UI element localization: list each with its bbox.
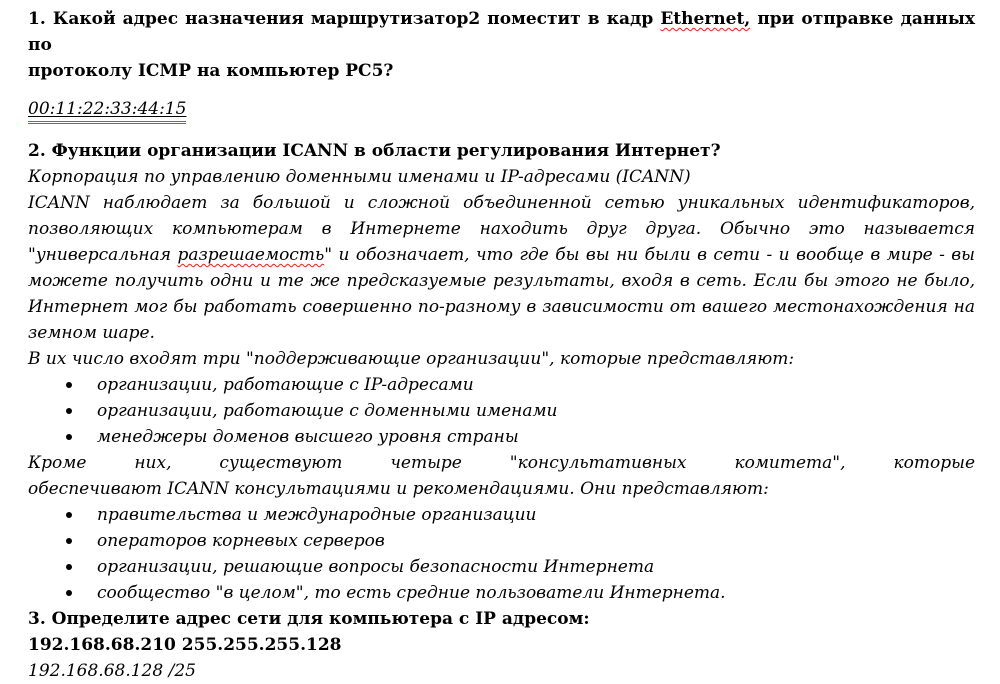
list-item <box>28 554 975 580</box>
icann-description-before: ICANN наблюдает за большой и сложной объединенной сетью уникальных идентификаторов, позволяющих компьютерам в Интернете находить друг друга. Обычно это называется "универсальная <box>28 193 975 265</box>
question-1-heading-line2: протоколу ICMP на компьютер PC5? <box>28 61 394 81</box>
question-2-section <box>28 138 975 606</box>
bullet-icon <box>66 382 72 388</box>
list-item-text: организации, решающие вопросы безопасности Интернета <box>97 557 655 577</box>
ip-and-mask-value: 192.168.68.210 255.255.255.128 <box>28 635 342 655</box>
list-item-text: сообщество "в целом", то есть средние пользователи Интернета. <box>97 583 726 603</box>
advisory-committees-intro-line2: обеспечивают ICANN консультациями и рекомендациями. Они представляют: <box>28 479 769 499</box>
list-item-text: менеджеры доменов высшего уровня страны <box>97 427 519 447</box>
question-1-section <box>28 6 975 124</box>
question-1-text-before: 1. Какой адрес назначения маршрутизатор2 поместит в кадр <box>28 9 661 29</box>
bullet-icon <box>66 512 72 518</box>
bullet-icon <box>66 434 72 440</box>
question-3-heading: 3. Определите адрес сети для компьютера с IP адресом: <box>28 609 590 629</box>
supporting-orgs-intro: В их число входят три "поддерживающие организации", которые представляют: <box>28 349 795 369</box>
advisory-committees-intro-line1: Кроме них, существуют четыре "консультативных комитета", которые <box>28 453 975 473</box>
list-item-text: организации, работающие с IP-адресами <box>97 375 474 395</box>
advisory-committees-list <box>28 502 975 606</box>
list-item <box>28 372 975 398</box>
network-address-answer: 192.168.68.128 /25 <box>28 661 196 681</box>
bullet-icon <box>66 538 72 544</box>
bullet-icon <box>66 590 72 596</box>
question-1-answer-line <box>28 96 975 124</box>
question-2-heading: 2. Функции организации ICANN в области регулирования Интернет? <box>28 141 721 161</box>
question-1-heading-line1 <box>28 6 975 58</box>
list-item <box>28 580 975 606</box>
misspelled-word-ethernet: Ethernet, <box>660 9 751 29</box>
list-item <box>28 424 975 450</box>
list-item <box>28 528 975 554</box>
icann-description-after: " и обозначает, что где бы вы ни были в сети - и вообще в мире - вы можете получить одни и те же предсказуемые результаты, входя в сеть. Если бы этого не было, Интернет мог бы работать совершенно по-разному в зависимости от вашего местонахождения на земном шаре. <box>28 245 975 343</box>
icann-intro-paragraph: Корпорация по управлению доменными именами и IP-адресами (ICANN) <box>28 167 691 187</box>
list-item-text: операторов корневых серверов <box>97 531 385 551</box>
question-1-text-after: при отправке данных по <box>28 9 975 55</box>
supporting-orgs-list <box>28 372 975 450</box>
list-item <box>28 502 975 528</box>
list-item-text: организации, работающие с доменными именами <box>97 401 558 421</box>
list-item-text: правительства и международные организации <box>97 505 537 525</box>
icann-description-paragraph <box>28 190 975 346</box>
misspelled-word-razreshaemost: разрешаемость <box>177 245 325 265</box>
list-item <box>28 398 975 424</box>
question-3-section <box>28 606 975 684</box>
mac-address-answer: 00:11:22:33:44:15 <box>28 99 186 124</box>
bullet-icon <box>66 564 72 570</box>
bullet-icon <box>66 408 72 414</box>
